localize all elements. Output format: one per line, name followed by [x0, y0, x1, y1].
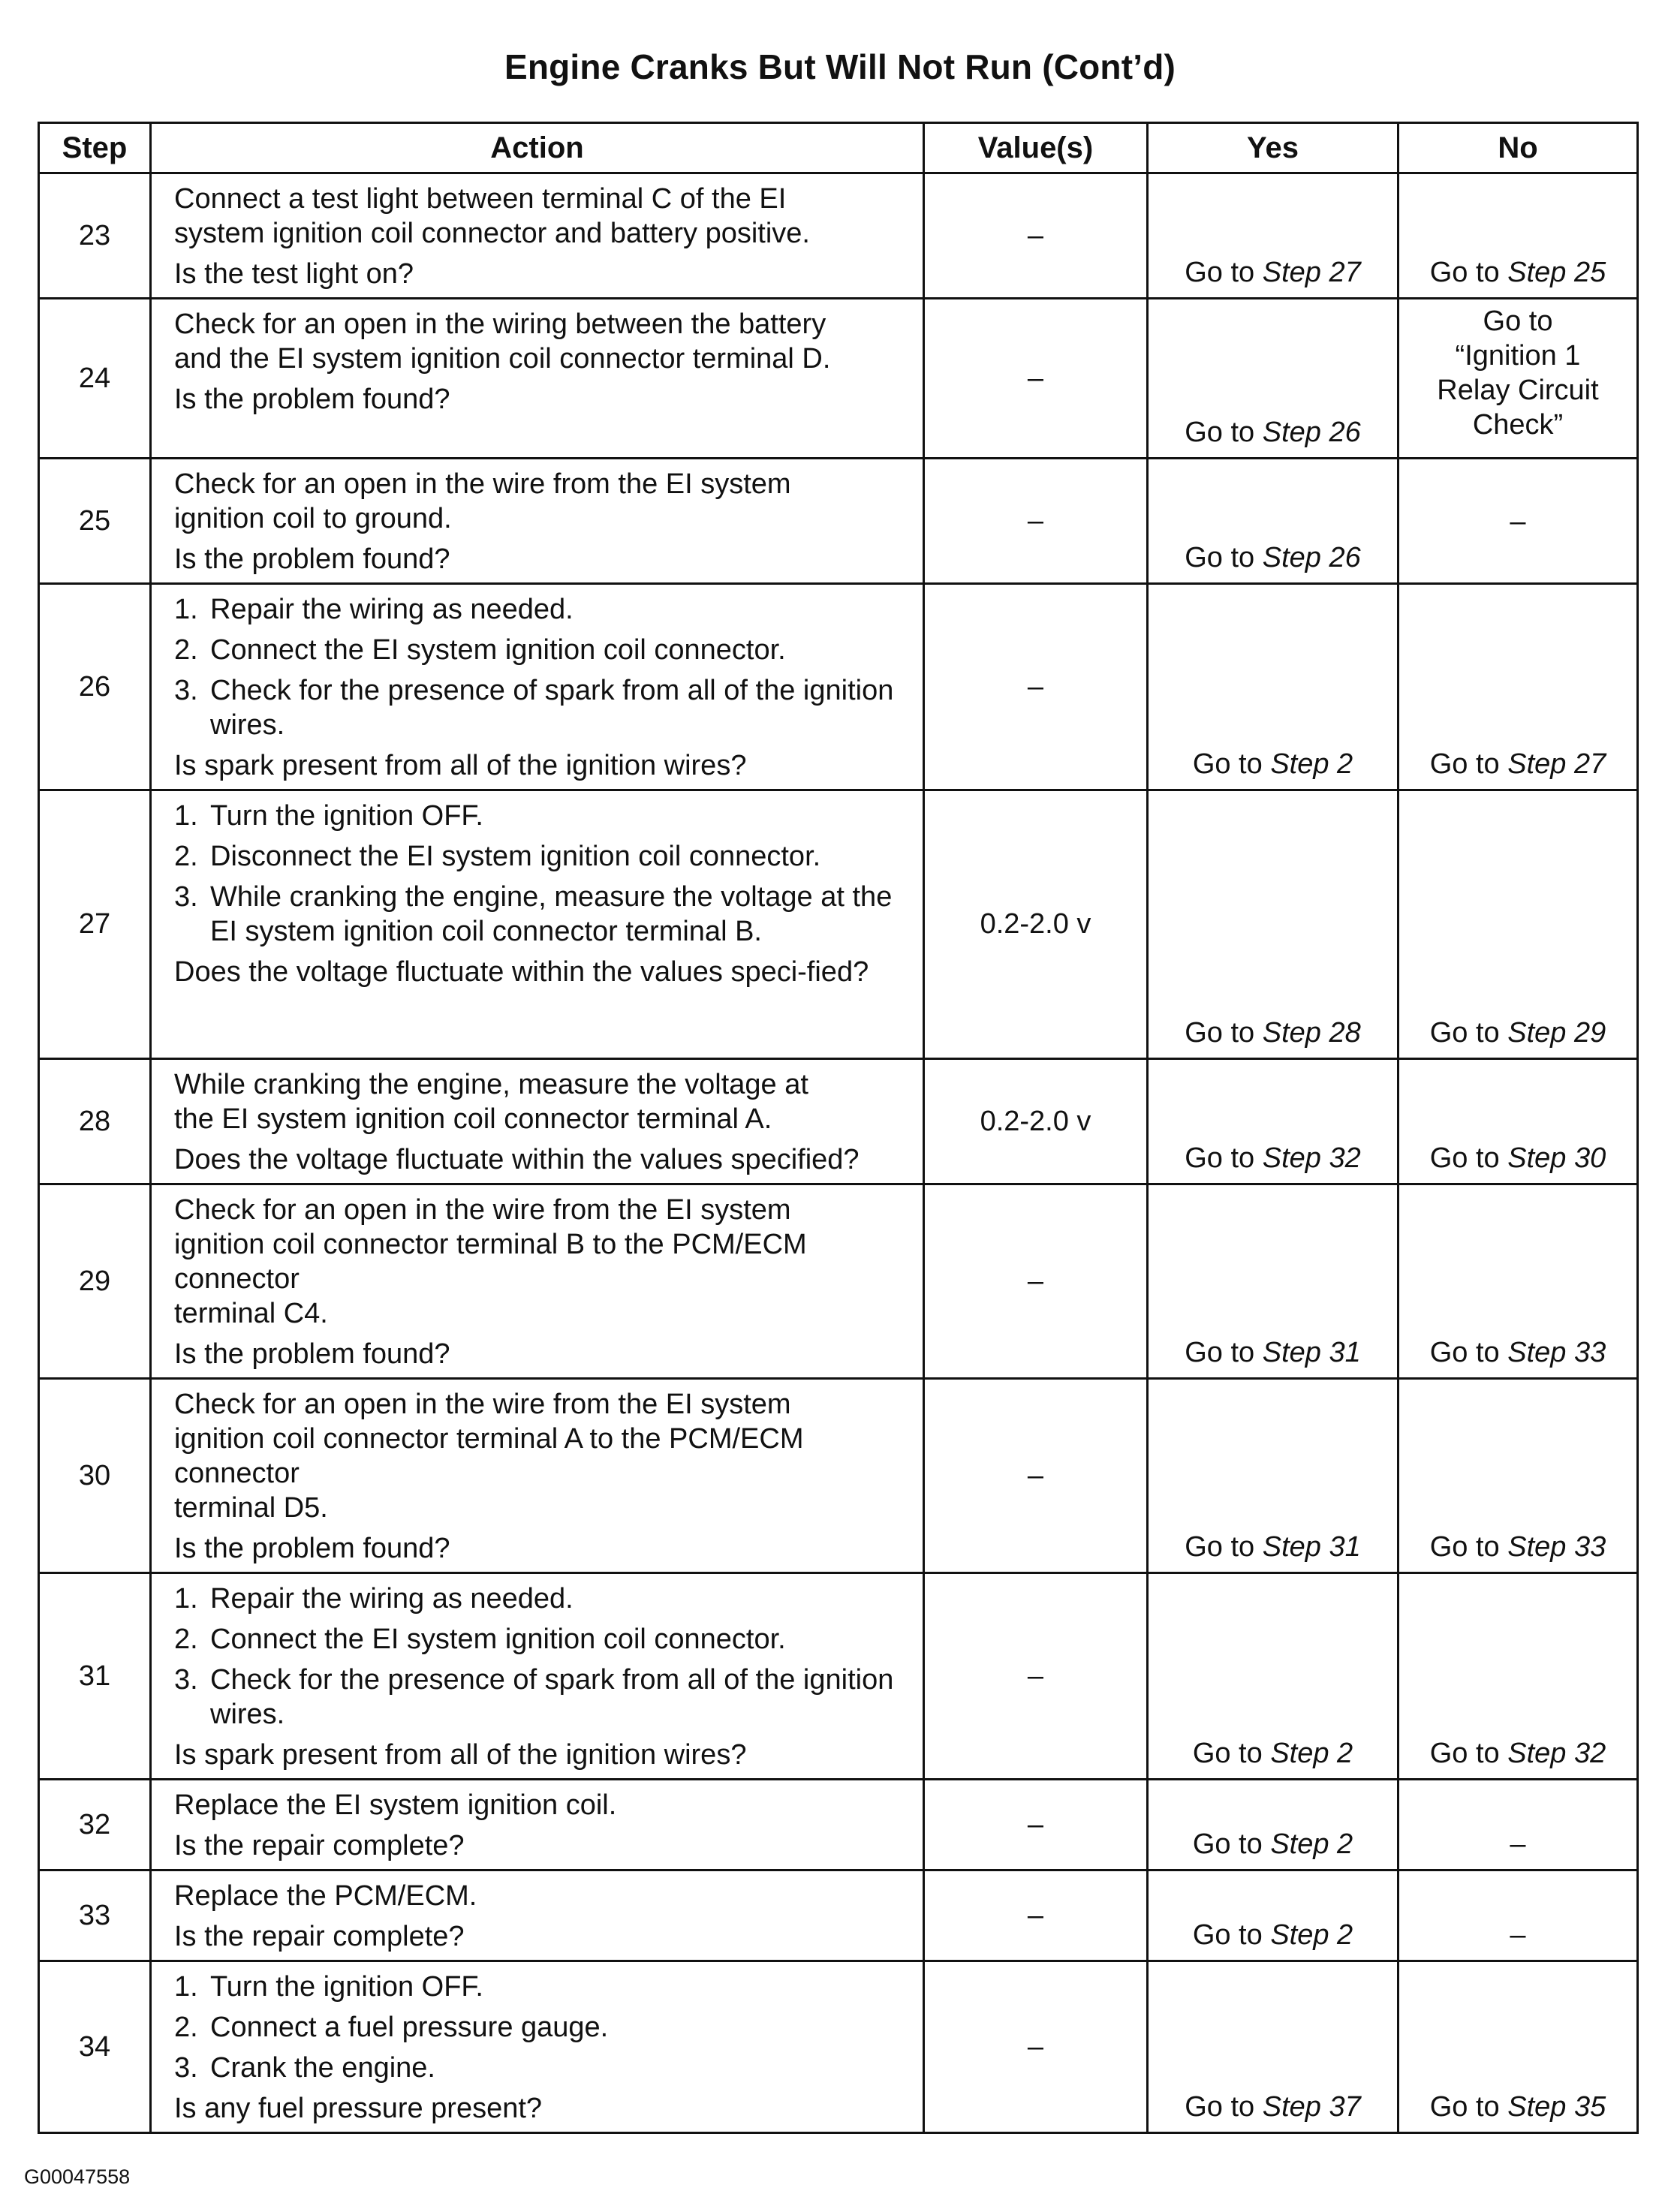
yes-cell [1148, 299, 1398, 459]
goto-prefix: Go to [1429, 1738, 1508, 1769]
action-steps-list [174, 592, 909, 742]
step-number: 26 [39, 584, 151, 790]
action-question: Is the problem found? [174, 1533, 450, 1564]
col-header-values: Value(s) [924, 123, 1148, 173]
col-header-step: Step [39, 123, 151, 173]
no-cell [1398, 1379, 1638, 1573]
action-line: ignition coil connector terminal B to the PCM/ECM [174, 1229, 807, 1260]
action-step-item [174, 592, 909, 627]
no-cell [1398, 790, 1638, 1059]
action-line: system ignition coil connector and battery positive. [174, 218, 810, 249]
action-line: terminal D5. [174, 1492, 328, 1524]
action-step-item [174, 839, 909, 874]
goto-prefix: Go to [1429, 1531, 1508, 1563]
yes-cell [1148, 1379, 1398, 1573]
no-line: Check” [1472, 409, 1564, 441]
goto-prefix: Go to [1192, 748, 1271, 780]
value-cell: – [924, 1870, 1148, 1961]
action-cell [151, 1961, 924, 2133]
goto-prefix: Go to [1185, 1337, 1263, 1368]
no-line: Go to [1483, 305, 1553, 337]
action-step-item [174, 633, 909, 667]
table-row [39, 1780, 1638, 1870]
step-number: 33 [39, 1870, 151, 1961]
table-row [39, 1573, 1638, 1780]
goto-step-ref: Step 29 [1507, 1017, 1606, 1049]
goto-prefix: Go to [1192, 1738, 1271, 1769]
value-cell: – [924, 1961, 1148, 2133]
goto-step-ref: Step 33 [1507, 1531, 1606, 1563]
goto-step-ref: Step 27 [1262, 257, 1361, 288]
goto-prefix: Go to [1185, 417, 1263, 448]
action-step-number: 1. [174, 1583, 198, 1615]
action-step-item [174, 673, 909, 742]
action-step-number: 2. [174, 634, 198, 666]
action-steps-list [174, 1582, 909, 1732]
action-step-number: 2. [174, 841, 198, 872]
action-line: the EI system ignition coil connector terminal A. [174, 1103, 772, 1135]
goto-step-ref: Step 28 [1262, 1017, 1361, 1049]
action-step-text: Connect the EI system ignition coil connector. [210, 1624, 786, 1655]
value-cell: – [924, 1184, 1148, 1379]
action-line: Connect a test light between terminal C of the EI [174, 183, 787, 215]
figure-id: G00047558 [24, 2165, 131, 2188]
goto-step-ref: Step 2 [1270, 1828, 1353, 1860]
action-line: Check for an open in the wire from the EI system [174, 468, 791, 500]
diagnostic-table [38, 122, 1639, 2134]
action-step-item [174, 799, 909, 833]
goto-prefix: Go to [1185, 1017, 1263, 1049]
yes-cell [1148, 1870, 1398, 1961]
yes-cell [1148, 584, 1398, 790]
action-cell [151, 1870, 924, 1961]
goto-step-ref: Step 37 [1262, 2091, 1361, 2123]
table-row [39, 1379, 1638, 1573]
table-row [39, 1961, 1638, 2133]
action-line: connector [174, 1458, 300, 1489]
action-line: Check for an open in the wiring between the battery [174, 308, 826, 340]
goto-step-ref: Step 26 [1262, 417, 1361, 448]
value-cell: – [924, 1780, 1148, 1870]
goto-step-ref: Step 32 [1507, 1738, 1606, 1769]
action-line: While cranking the engine, measure the voltage at [174, 1069, 808, 1100]
value-cell: – [924, 584, 1148, 790]
value-cell: – [924, 173, 1148, 299]
goto-prefix: Go to [1429, 2091, 1508, 2123]
table-body [39, 173, 1638, 2133]
action-step-number: 3. [174, 881, 198, 913]
no-cell: – [1398, 1780, 1638, 1870]
action-cell [151, 1184, 924, 1379]
action-question: Is any fuel pressure present? [174, 2093, 543, 2124]
action-step-number: 1. [174, 594, 198, 625]
goto-prefix: Go to [1185, 1531, 1263, 1563]
yes-cell [1148, 173, 1398, 299]
no-cell [1398, 1184, 1638, 1379]
table-row [39, 1870, 1638, 1961]
table-row [39, 1059, 1638, 1184]
no-cell: – [1398, 1870, 1638, 1961]
step-number: 24 [39, 299, 151, 459]
action-step-item [174, 1970, 909, 2004]
no-cell [1398, 173, 1638, 299]
goto-step-ref: Step 31 [1262, 1531, 1361, 1563]
goto-step-ref: Step 27 [1507, 748, 1606, 780]
action-cell [151, 584, 924, 790]
goto-step-ref: Step 33 [1507, 1337, 1606, 1368]
action-step-number: 3. [174, 2052, 198, 2084]
no-line: Relay Circuit [1437, 375, 1599, 406]
goto-step-ref: Step 31 [1262, 1337, 1361, 1368]
goto-step-ref: Step 26 [1262, 542, 1361, 573]
action-line: connector [174, 1263, 300, 1295]
header-row [39, 123, 1638, 173]
action-step-number: 1. [174, 1971, 198, 2003]
step-number: 23 [39, 173, 151, 299]
action-cell [151, 1573, 924, 1780]
action-cell [151, 459, 924, 584]
action-cell [151, 1379, 924, 1573]
step-number: 34 [39, 1961, 151, 2133]
action-steps-list [174, 799, 909, 949]
action-line: Replace the PCM/ECM. [174, 1880, 477, 1912]
action-question: Does the voltage fluctuate within the values specified? [174, 1144, 860, 1175]
step-number: 29 [39, 1184, 151, 1379]
goto-prefix: Go to [1429, 1017, 1508, 1049]
action-step-number: 2. [174, 1624, 198, 1655]
goto-prefix: Go to [1185, 1142, 1263, 1174]
action-question: Is the problem found? [174, 384, 450, 415]
goto-prefix: Go to [1429, 748, 1508, 780]
yes-cell [1148, 1059, 1398, 1184]
step-number: 32 [39, 1780, 151, 1870]
action-line: Replace the EI system ignition coil. [174, 1789, 617, 1821]
action-question: Is the repair complete? [174, 1830, 465, 1861]
value-cell: – [924, 1573, 1148, 1780]
no-cell [1398, 1059, 1638, 1184]
no-line: “Ignition 1 [1455, 340, 1581, 372]
yes-cell [1148, 1573, 1398, 1780]
action-question: Does the voltage fluctuate within the values speci-fied? [174, 956, 869, 988]
action-question: Is the problem found? [174, 1338, 450, 1370]
action-question: Is the problem found? [174, 543, 450, 575]
yes-cell [1148, 1780, 1398, 1870]
action-step-text: Repair the wiring as needed. [210, 1583, 574, 1615]
action-line: Check for an open in the wire from the EI system [174, 1389, 791, 1420]
action-step-item [174, 1663, 909, 1732]
action-cell [151, 299, 924, 459]
goto-prefix: Go to [1429, 1337, 1508, 1368]
yes-cell [1148, 459, 1398, 584]
action-question: Is spark present from all of the ignition wires? [174, 1739, 747, 1771]
goto-step-ref: Step 2 [1270, 1738, 1353, 1769]
page-title: Engine Cranks But Will Not Run (Cont’d) [504, 47, 1176, 86]
goto-step-ref: Step 2 [1270, 748, 1353, 780]
action-line: ignition coil connector terminal A to the PCM/ECM [174, 1423, 804, 1455]
action-line: and the EI system ignition coil connector terminal D. [174, 343, 831, 375]
action-step-item [174, 2010, 909, 2045]
value-cell: 0.2-2.0 v [924, 1059, 1148, 1184]
step-number: 28 [39, 1059, 151, 1184]
action-question: Is spark present from all of the ignition wires? [174, 750, 747, 781]
action-step-text: Crank the engine. [210, 2052, 435, 2084]
col-header-no: No [1398, 123, 1638, 173]
value-cell: – [924, 299, 1148, 459]
action-line: Check for an open in the wire from the EI system [174, 1194, 791, 1226]
no-cell [1398, 299, 1638, 459]
action-cell [151, 790, 924, 1059]
action-step-number: 2. [174, 2012, 198, 2043]
action-step-number: 3. [174, 675, 198, 706]
table-row [39, 459, 1638, 584]
yes-cell [1148, 1184, 1398, 1379]
goto-step-ref: Step 32 [1262, 1142, 1361, 1174]
action-step-text: Turn the ignition OFF. [210, 800, 483, 832]
goto-prefix: Go to [1192, 1828, 1271, 1860]
value-cell: 0.2-2.0 v [924, 790, 1148, 1059]
action-step-item [174, 1582, 909, 1616]
step-number: 30 [39, 1379, 151, 1573]
step-number: 31 [39, 1573, 151, 1780]
table-row [39, 173, 1638, 299]
action-cell [151, 173, 924, 299]
col-header-action: Action [151, 123, 924, 173]
no-cell [1398, 584, 1638, 790]
goto-step-ref: Step 25 [1507, 257, 1606, 288]
goto-prefix: Go to [1185, 2091, 1263, 2123]
step-number: 25 [39, 459, 151, 584]
action-step-text: Connect the EI system ignition coil connector. [210, 634, 786, 666]
goto-prefix: Go to [1429, 1142, 1508, 1174]
action-line: ignition coil to ground. [174, 503, 452, 534]
step-number: 27 [39, 790, 151, 1059]
yes-cell [1148, 790, 1398, 1059]
action-cell [151, 1059, 924, 1184]
action-step-item [174, 2051, 909, 2085]
yes-cell [1148, 1961, 1398, 2133]
action-step-text: Check for the presence of spark from all of the ignition wires. [210, 1664, 894, 1730]
action-question: Is the test light on? [174, 258, 414, 290]
goto-step-ref: Step 35 [1507, 2091, 1606, 2123]
action-step-text: Repair the wiring as needed. [210, 594, 574, 625]
table-row [39, 1184, 1638, 1379]
no-cell [1398, 1961, 1638, 2133]
action-step-item [174, 880, 909, 949]
action-line: terminal C4. [174, 1298, 328, 1329]
action-steps-list [174, 1970, 909, 2085]
goto-step-ref: Step 2 [1270, 1919, 1353, 1951]
goto-prefix: Go to [1185, 257, 1263, 288]
table-row [39, 299, 1638, 459]
action-step-text: Connect a fuel pressure gauge. [210, 2012, 609, 2043]
value-cell: – [924, 459, 1148, 584]
goto-prefix: Go to [1429, 257, 1508, 288]
goto-step-ref: Step 30 [1507, 1142, 1606, 1174]
action-cell [151, 1780, 924, 1870]
no-cell [1398, 1573, 1638, 1780]
value-cell: – [924, 1379, 1148, 1573]
action-step-text: Turn the ignition OFF. [210, 1971, 483, 2003]
action-step-text: While cranking the engine, measure the voltage at the EI system ignition coil connector terminal B. [210, 881, 893, 947]
table-row [39, 584, 1638, 790]
action-step-text: Disconnect the EI system ignition coil connector. [210, 841, 821, 872]
action-question: Is the repair complete? [174, 1921, 465, 1952]
action-step-number: 1. [174, 800, 198, 832]
goto-prefix: Go to [1185, 542, 1263, 573]
table-row [39, 790, 1638, 1059]
action-step-number: 3. [174, 1664, 198, 1696]
no-cell: – [1398, 459, 1638, 584]
col-header-yes: Yes [1148, 123, 1398, 173]
action-step-item [174, 1622, 909, 1657]
goto-prefix: Go to [1192, 1919, 1271, 1951]
action-step-text: Check for the presence of spark from all of the ignition wires. [210, 675, 894, 741]
